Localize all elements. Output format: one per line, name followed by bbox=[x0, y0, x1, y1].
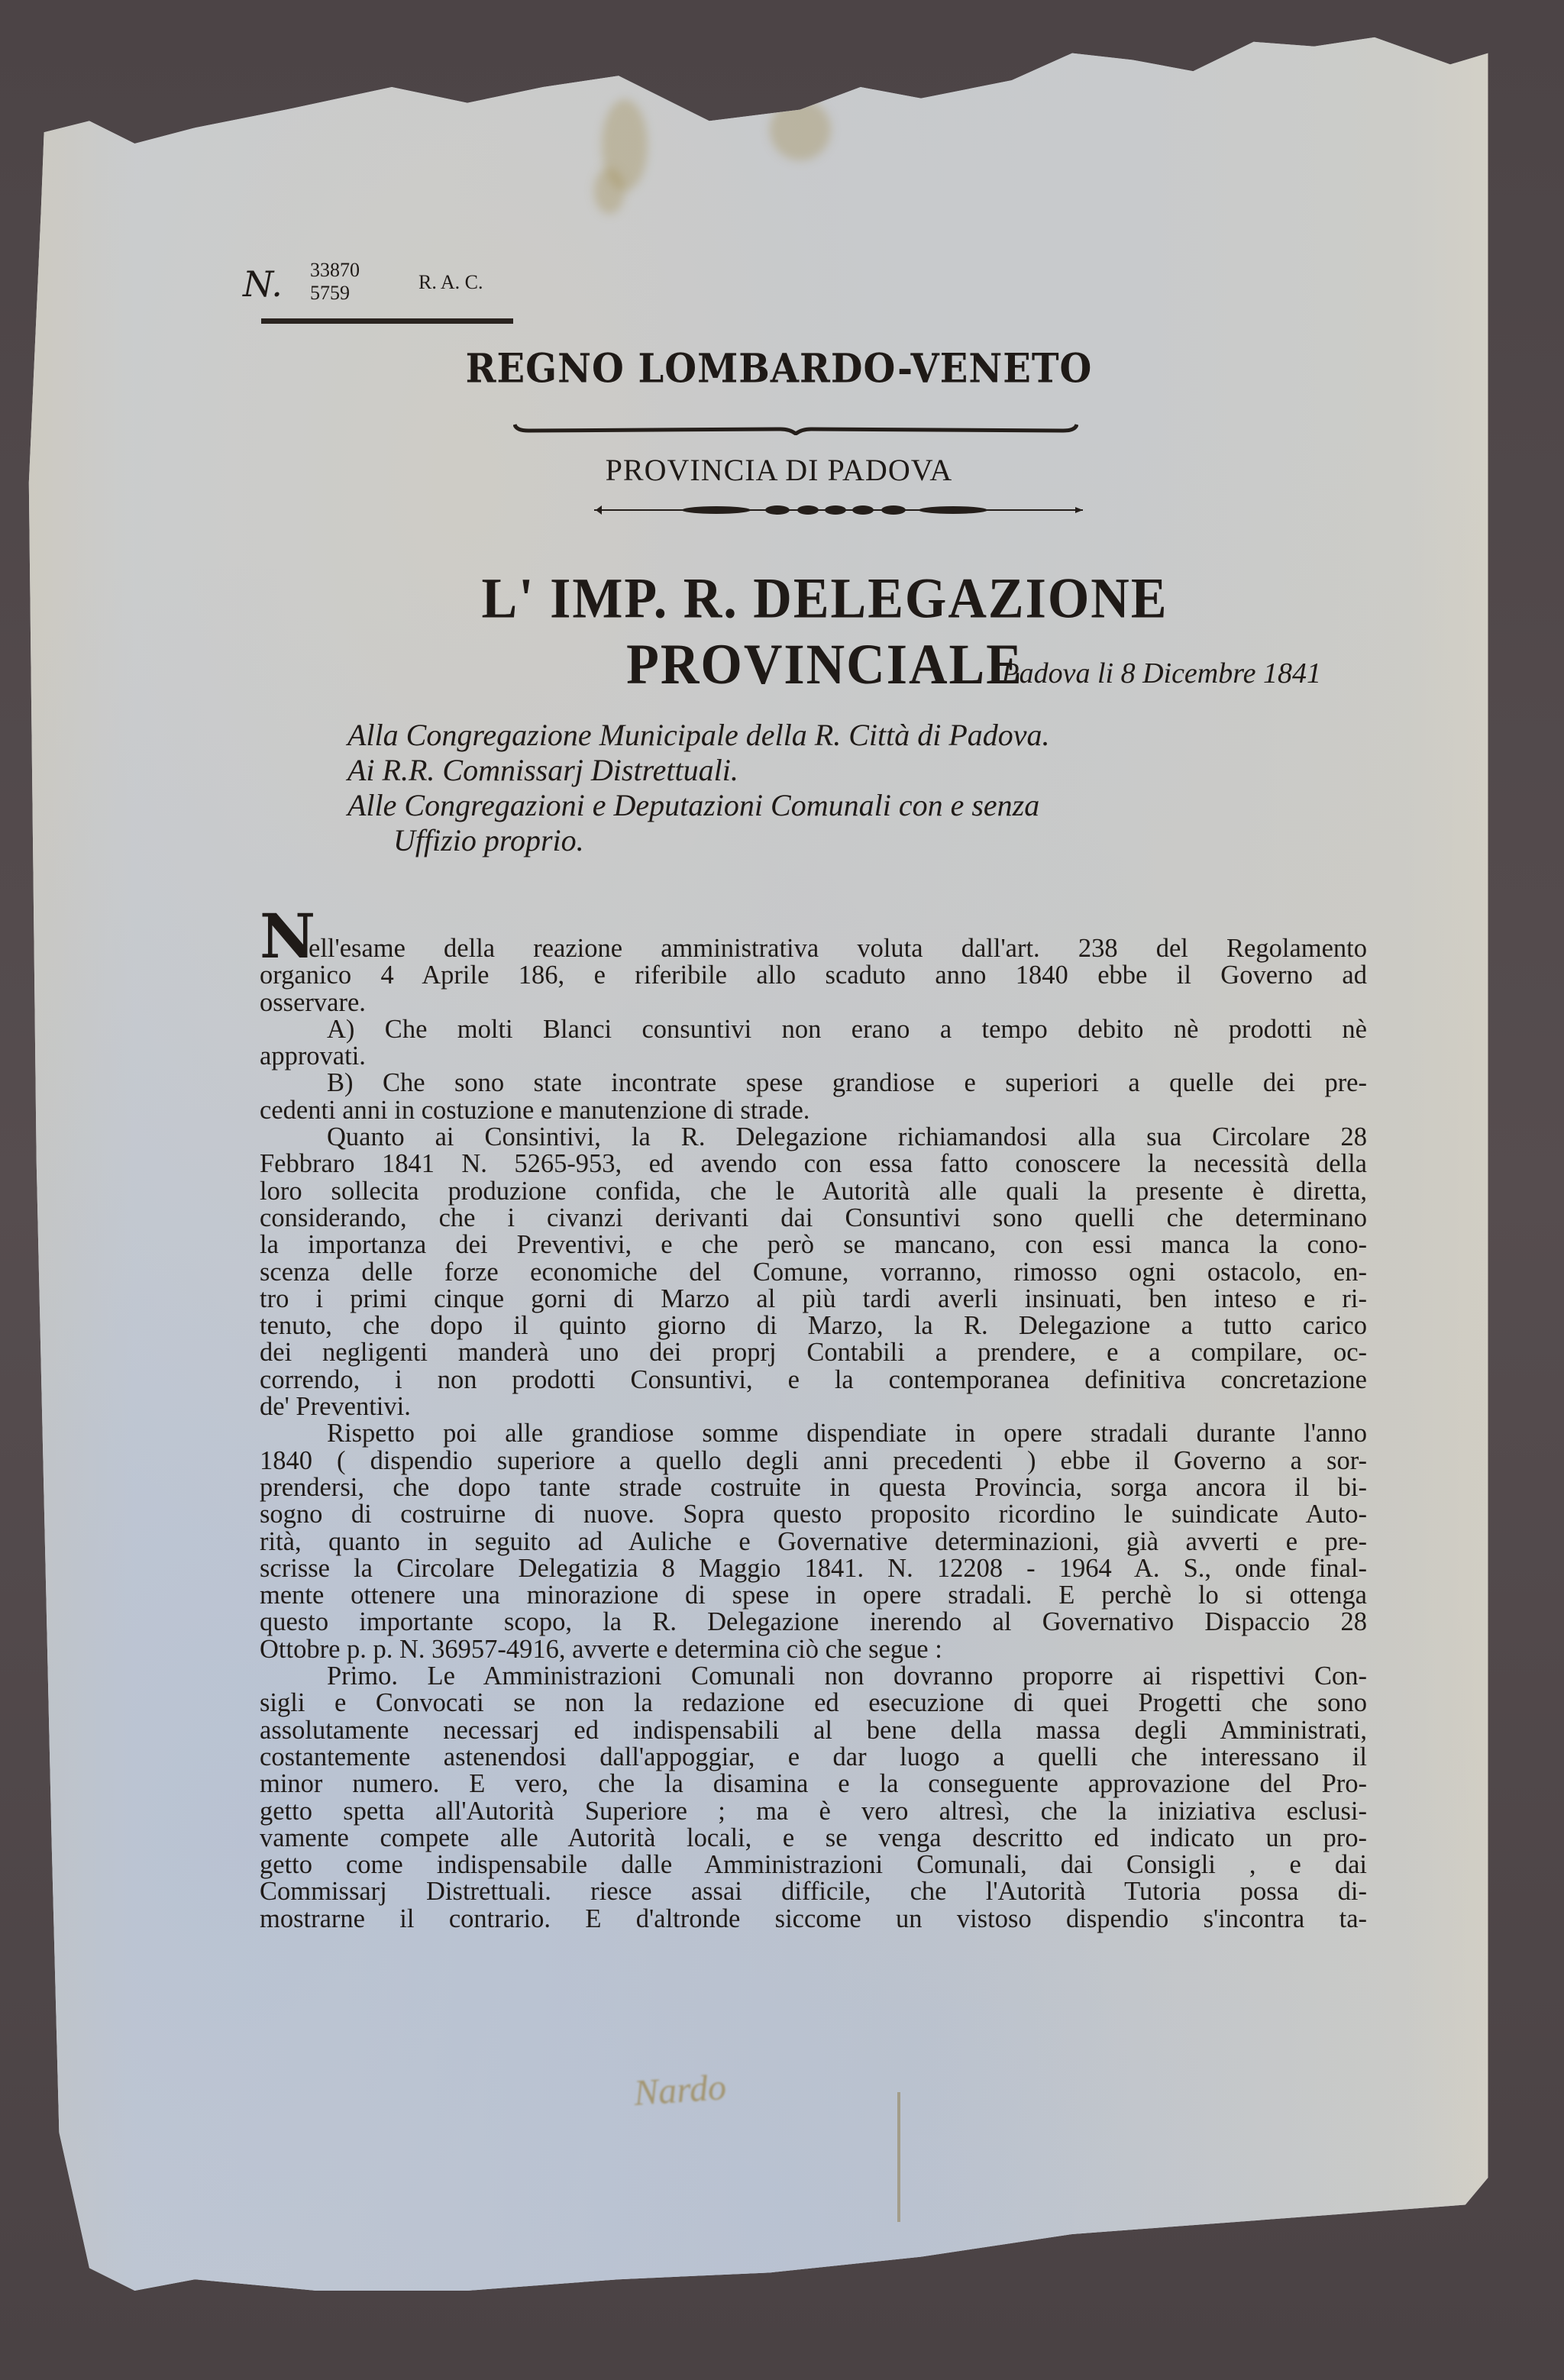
body-line: scrisse la Circolare Delegatizia 8 Maggio 1841. N. 12208 - 1964 A. S., onde final- bbox=[260, 1553, 1367, 1583]
body-line: de' Preventivi. bbox=[260, 1392, 411, 1422]
body-line: sigli e Convocati se non la redazione ed esecuzione di quei Progetti che sono bbox=[260, 1688, 1367, 1718]
drop-cap: N bbox=[260, 900, 316, 972]
body-line: Primo. Le Amministrazioni Comunali non dovranno proporre ai rispettivi Con- bbox=[327, 1661, 1367, 1691]
body-line: mostrarne il contrario. E d'altronde siccome un vistoso dispendio s'incontra ta- bbox=[260, 1904, 1367, 1933]
bleed-through-mark: Nardo bbox=[632, 2066, 728, 2114]
addressee-line: Uffizio proprio. bbox=[393, 823, 584, 857]
body-line: minor numero. E vero, che la disamina e la conseguente approvazione del Pro- bbox=[260, 1769, 1367, 1799]
protocol-number-top: 33870 bbox=[310, 259, 360, 281]
protocol-underline bbox=[261, 318, 513, 324]
protocol-suffix: R. A. C. bbox=[418, 271, 483, 293]
body-line: cedenti anni in costuzione e manutenzione di strade. bbox=[260, 1095, 810, 1125]
body-line: tro i primi cinque gorni di Marzo al più tardi averli insinuati, ben inteso e ri- bbox=[260, 1284, 1367, 1313]
body-line: dei negligenti manderà uno dei proprj Contabili a prendere, e a compilare, oc- bbox=[260, 1338, 1367, 1368]
protocol-number-bottom: 5759 bbox=[310, 282, 350, 304]
body-line: approvati. bbox=[260, 1041, 366, 1071]
protocol-number bbox=[235, 256, 525, 332]
foxing-stain bbox=[770, 99, 831, 160]
body-line: ell'esame della reazione amministrativa voluta dall'art. 238 del Regolamento bbox=[309, 934, 1367, 963]
body-line: costantemente astenendosi dall'appoggiar, e dar luogo a quelli che interessano il bbox=[260, 1742, 1367, 1771]
body-line: B) Che sono state incontrate spese grandiose e superiori a quelle dei pre- bbox=[327, 1068, 1367, 1098]
addressee-line: Alla Congregazione Municipale della R. Città di Padova. bbox=[347, 718, 1050, 752]
body-line: correndo, i non prodotti Consuntivi, e la contemporanea definitiva concretazione bbox=[260, 1364, 1367, 1394]
body-line: A) Che molti Blanci consuntivi non erano a tempo debito nè prodotti nè bbox=[327, 1014, 1367, 1044]
paper-crease bbox=[897, 2092, 900, 2222]
body-line: Ottobre p. p. N. 36957-4916, avverte e determina ciò che segue : bbox=[260, 1634, 942, 1664]
body-line: sogno di costruirne di nuove. Sopra questo proposito ricordino le suindicate Auto- bbox=[260, 1500, 1367, 1529]
body-line: getto spetta all'Autorità Superiore ; ma è vero altresì, che la iniziativa esclusi- bbox=[260, 1796, 1367, 1826]
body-line: Rispetto poi alle grandiose somme dispendiate in opere stradali durante l'anno bbox=[327, 1419, 1367, 1448]
body-line: Quanto ai Consintivi, la R. Delegazione richiamandosi alla sua Circolare 28 bbox=[327, 1122, 1367, 1152]
addressee-line: Ai R.R. Comnissarj Distrettuali. bbox=[347, 753, 738, 787]
body-line: osservare. bbox=[260, 987, 366, 1017]
ornamental-rule-brace bbox=[513, 421, 1078, 435]
body-line: rità, quanto in seguito ad Auliche e Governative determinazioni, già avverti e pre- bbox=[260, 1526, 1367, 1556]
protocol-prefix: N. bbox=[243, 263, 283, 305]
body-line: considerando, che i civanzi derivanti dai Consuntivi sono quelli che determinano bbox=[260, 1203, 1367, 1232]
body-line: la importanza dei Preventivi, e che però se mancano, con essi manca la cono- bbox=[260, 1230, 1367, 1260]
authority-heading: L' IMP. R. DELEGAZIONE PROVINCIALE bbox=[481, 567, 1168, 697]
kingdom-heading: REGNO LOMBARDO-VENETO bbox=[465, 345, 1093, 392]
body-line: mente ottenere una minorazione di spese in opere stradali. E perchè lo si ottenga bbox=[260, 1581, 1367, 1610]
body-line: Commissarj Distrettuali. riesce assai difficile, che l'Autorità Tutoria possa di- bbox=[260, 1877, 1367, 1907]
body-line: getto come indispensabile dalle Amministrazioni Comunali, dai Consigli , e dai bbox=[260, 1850, 1367, 1880]
addressee-block bbox=[347, 718, 1340, 858]
ornamental-rule-beaded bbox=[594, 502, 1083, 518]
body-line: prendersi, che dopo tante strade costruite in questa Provincia, sorga ancora il bi- bbox=[260, 1472, 1367, 1502]
body-line: loro sollecita produzione confida, che le Autorità alle quali la presente è diretta, bbox=[260, 1176, 1367, 1206]
foxing-stain bbox=[594, 168, 625, 214]
dateline: Padova li 8 Dicembre 1841 bbox=[1001, 657, 1321, 689]
province-heading: PROVINCIA DI PADOVA bbox=[605, 453, 953, 487]
body-line: assolutamente necessarj ed indispensabili al bene della massa degli Amministrati, bbox=[260, 1715, 1367, 1745]
body-line: 1840 ( dispendio superiore a quello degli anni precedenti ) ebbe il Governo a sor- bbox=[260, 1445, 1367, 1475]
body-line: scenza delle forze economiche del Comune, vorranno, rimosso ogni ostacolo, en- bbox=[260, 1257, 1367, 1287]
body-line: questo importante scopo, la R. Delegazione inerendo al Governativo Dispaccio 28 bbox=[260, 1607, 1367, 1637]
body-text bbox=[260, 935, 1367, 1933]
addressee-line: Alle Congregazioni e Deputazioni Comunali con e senza bbox=[347, 788, 1040, 822]
body-line: organico 4 Aprile 186, e riferibile allo scaduto anno 1840 ebbe il Governo ad bbox=[260, 961, 1367, 990]
body-line: vamente compete alle Autorità locali, e se venga descritto ed indicato un pro- bbox=[260, 1823, 1367, 1852]
body-line: tenuto, che dopo il quinto giorno di Marzo, la R. Delegazione a tutto carico bbox=[260, 1311, 1367, 1341]
body-line: Febbraro 1841 N. 5265-953, ed avendo con essa fatto conoscere la necessità della bbox=[260, 1149, 1367, 1179]
